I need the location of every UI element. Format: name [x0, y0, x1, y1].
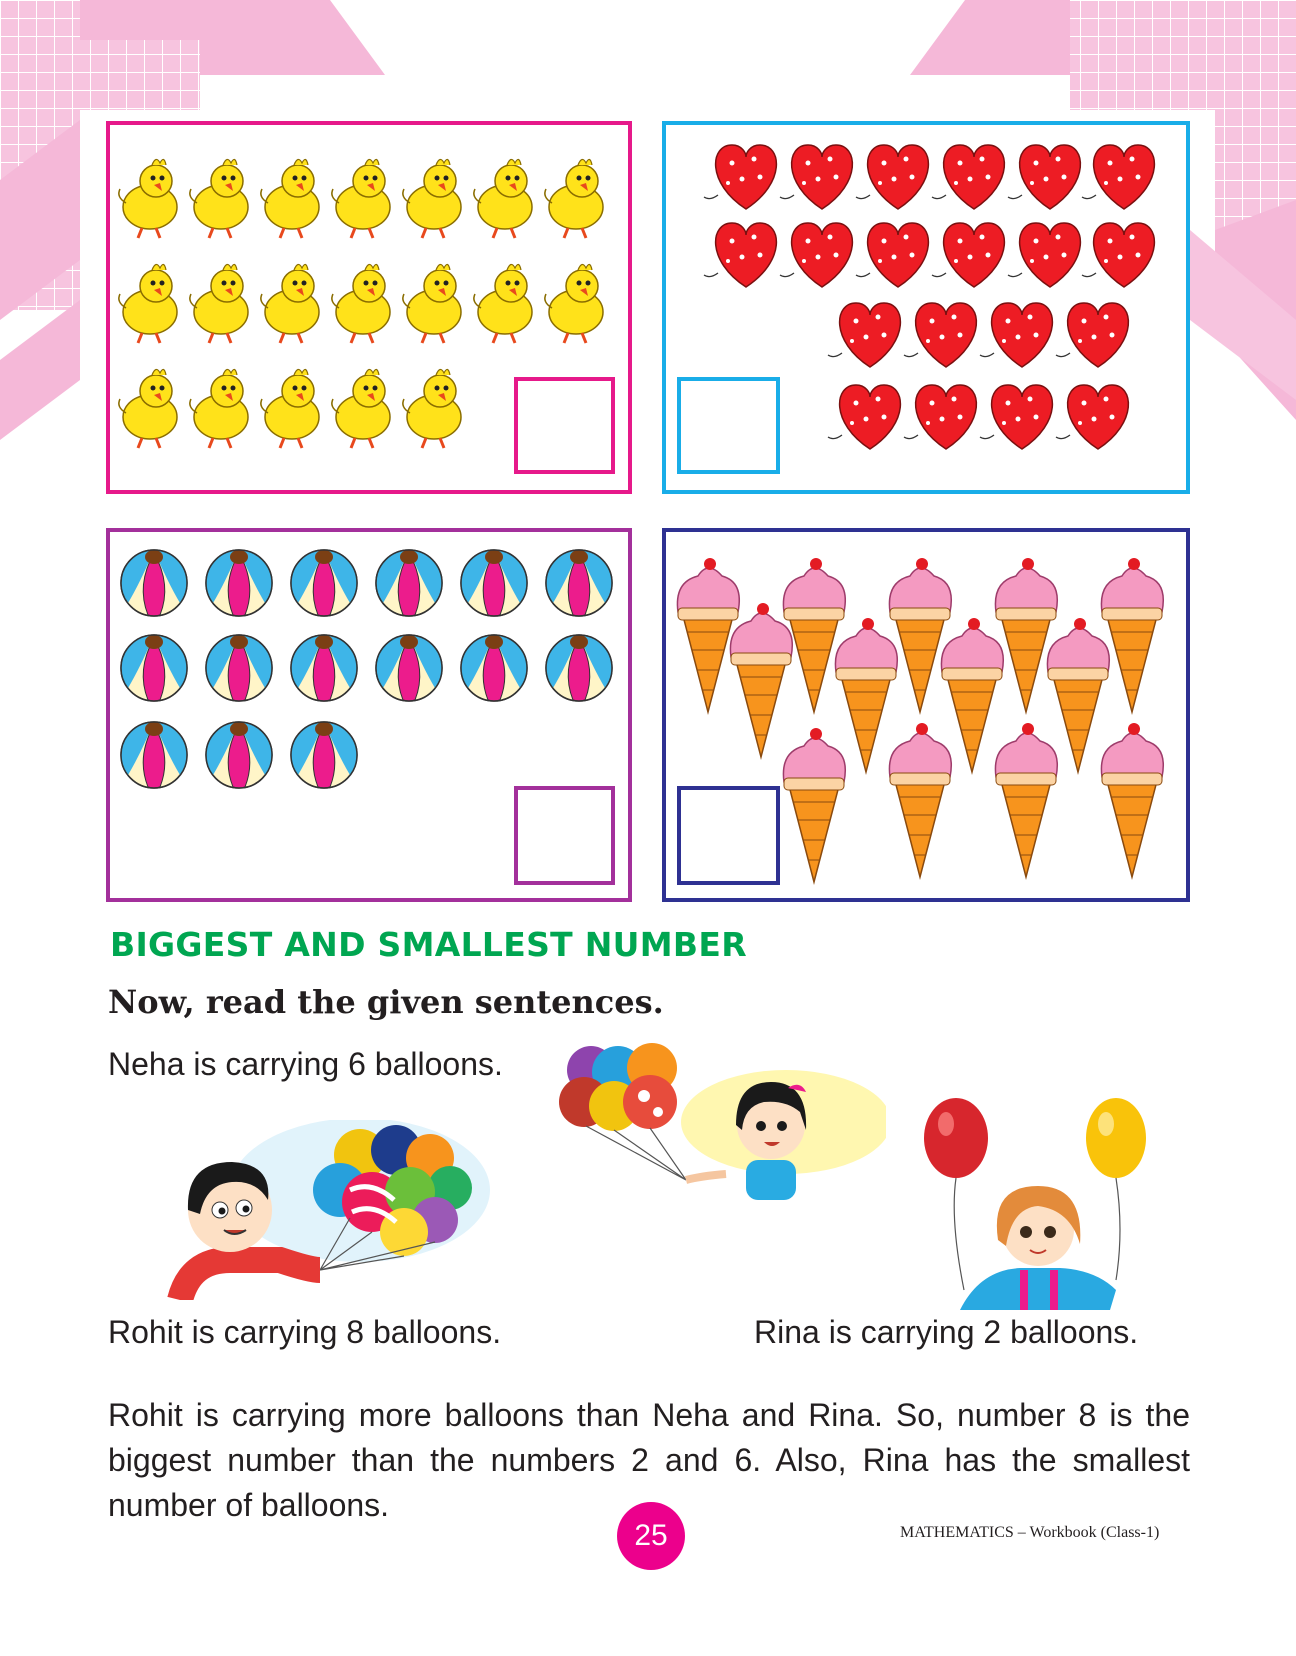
- neha-illustration: [556, 1040, 886, 1200]
- rina-illustration: [920, 1090, 1150, 1310]
- counting-panel-chicks: [106, 121, 632, 494]
- sentence-rohit: Rohit is carrying 8 balloons.: [108, 1314, 502, 1350]
- answer-box-beach-balls[interactable]: [514, 786, 615, 885]
- rohit-illustration: [160, 1120, 490, 1300]
- answer-box-balloons[interactable]: [677, 377, 780, 474]
- counting-panel-beach-balls: [106, 528, 632, 902]
- page-number-badge: [617, 1502, 685, 1570]
- instruction-text: Now, read the given sentences.: [108, 983, 664, 1021]
- rina-balloons: [924, 1098, 1146, 1178]
- conclusion-paragraph: Rohit is carrying more balloons than Neha and Rina. So, number 8 is the biggest number than the numbers 2 and 6. Also, Rina has the smallest number of balloons.: [108, 1397, 1190, 1523]
- sentence-rina: Rina is carrying 2 balloons.: [754, 1314, 1139, 1350]
- sentence-neha: Neha is carrying 6 balloons.: [108, 1046, 503, 1082]
- section-heading: BIGGEST AND SMALLEST NUMBER: [110, 925, 747, 964]
- answer-box-ice-creams[interactable]: [677, 786, 780, 885]
- counting-panel-balloons: [662, 121, 1190, 494]
- counting-panel-ice-creams: [662, 528, 1190, 902]
- beach-ball-icon: [121, 550, 612, 788]
- answer-box-chicks[interactable]: [514, 377, 615, 474]
- neha-balloons: [559, 1043, 677, 1131]
- page-number: 25: [634, 1519, 668, 1552]
- footer-text: MATHEMATICS – Workbook (Class-1): [900, 1524, 1160, 1541]
